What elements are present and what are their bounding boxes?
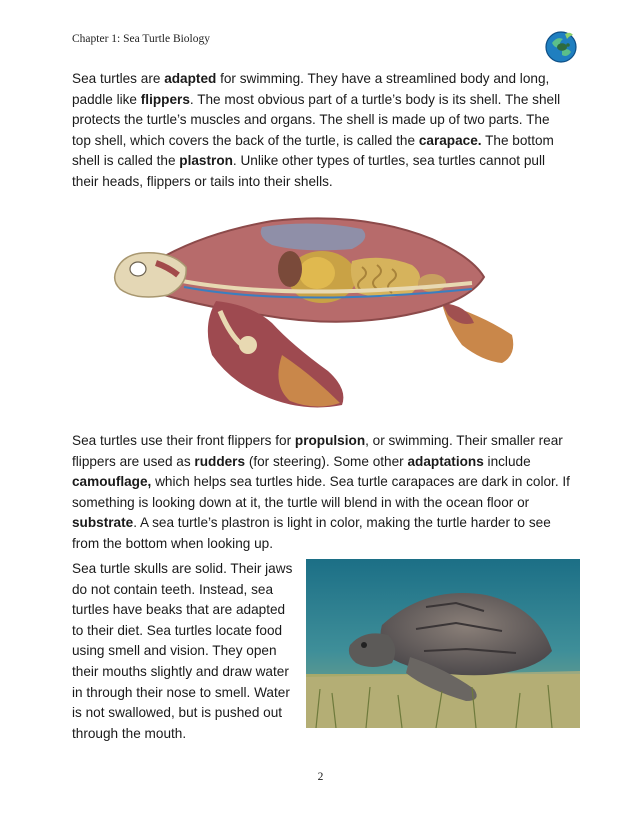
turtle-anatomy-illustration (112, 205, 524, 419)
text-run: . A sea turtle’s plastron is light in color, making the turtle harder to see from the bottom when looking up. (72, 515, 551, 551)
text-run: Sea turtles are (72, 71, 165, 86)
text-run: include (483, 453, 531, 469)
bold-term: adapted (164, 71, 217, 86)
text-run: . Unlike other types of turtles, sea turtles cannot pull their heads, flippers or tails into their shells. (72, 153, 545, 189)
text-run: for swimming. They have a streamlined body and long, paddle like (72, 71, 550, 107)
text-run: Sea turtles use their front flippers for (72, 433, 295, 448)
text-run: which helps sea turtles hide. Sea turtle carapaces are dark in color. If something is looking down at it, the turtle will blend in with the ocean floor or (72, 474, 570, 510)
paragraph-shell (72, 69, 572, 193)
bold-term: rudders (194, 453, 246, 469)
bold-term: plastron (179, 153, 233, 169)
bold-term: camouflage, (72, 474, 152, 490)
turtle-globe-logo-icon (543, 28, 579, 64)
text-run: . The most obvious part of a turtle’s body is its shell. The shell protects the turtle’s muscles and organs. The shell is made up of two parts. The top shell, which covers the back of the turtle, is called the (72, 91, 561, 148)
bold-term: propulsion (294, 433, 366, 448)
text-run: , or swimming. Their smaller rear flippers are used as (72, 433, 563, 469)
paragraph-flippers (72, 431, 572, 555)
paragraph-skull: Sea turtle skulls are solid. Their jaws do not contain teeth. Instead, sea turtles have beaks that are adapted to their diet. Sea turtles locate food using smell and vision. They open their mouths slightly and draw water in through their nose to smell. Water is not swallowed, but is pushed out through the mouth. (72, 561, 293, 741)
bold-term: adaptations (407, 453, 484, 469)
bold-term: substrate (72, 515, 134, 531)
sea-turtle-photo (306, 559, 580, 728)
bold-term: carapace. (418, 132, 482, 148)
chapter-header: Chapter 1: Sea Turtle Biology (72, 33, 210, 45)
page-number: 2 (317, 771, 324, 783)
text-run: (for steering). Some other (245, 453, 408, 469)
bold-term: flippers (140, 91, 190, 107)
text-run: The bottom shell is called the (72, 132, 554, 169)
